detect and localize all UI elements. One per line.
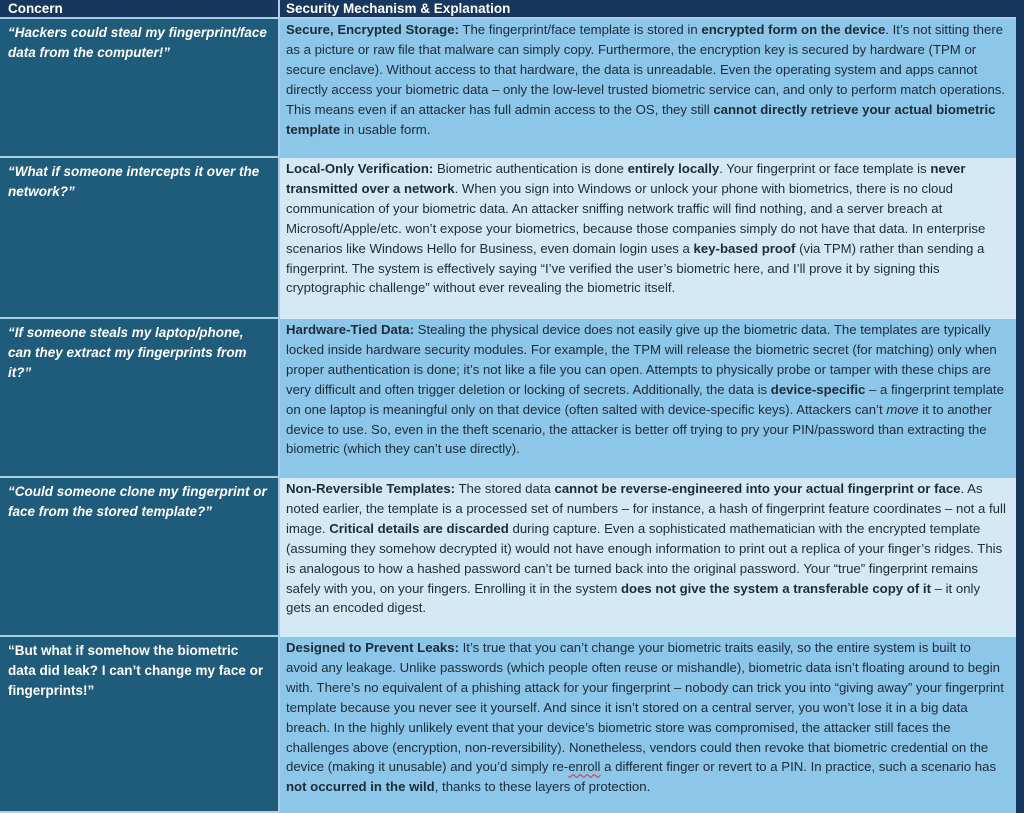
text-segment: Secure, Encrypted Storage: — [286, 22, 459, 37]
text-segment: The stored data — [455, 481, 555, 496]
concern-cell: “But what if somehow the biometric data did leak? I can’t change my face or fingerprints!” — [0, 637, 280, 813]
table-row — [0, 637, 1016, 813]
explanation-cell — [280, 319, 1016, 478]
text-segment: – a fingerprint template on one laptop is meaningful only on that device (often salted with device-specific keys). Attackers can’t — [286, 381, 1004, 417]
text-segment: cannot directly retrieve your actual biometric template — [286, 101, 996, 137]
text-segment: during capture. Even a sophisticated mathematician with the encrypted template (assuming they somehow decrypted it) would not have enough information to print out a replica of your finger’s ridges. This is analogous to how a hashed password can’t be turned back into the original password. Your “true” fingerprint remains safely with you, on your fingers. Enrolling it in the system — [286, 520, 1003, 596]
text-segment: encrypted form on the device — [701, 22, 886, 37]
concern-cell: “If someone steals my laptop/phone, can they extract my fingerprints from it?” — [0, 319, 280, 478]
text-segment: , thanks to these layers of protection. — [434, 779, 651, 795]
text-segment: . As noted earlier, the template is a processed set of numbers – for instance, a hash of fingerprint feature coordinates – not a full image. — [286, 481, 1006, 536]
text-segment: . It’s not sitting there as a picture or raw file that malware can simply copy. Furthermore, the encryption key is secured by hardware (TPM or secure enclave). Without access to that hardware, the data is unreadable. Even the operating system and apps cannot directly access your biometric data – only the low-level trusted biometric service can, and only to perform match operations. This means even if an attacker has full admin access to the OS, they still — [286, 22, 1006, 117]
text-segment: Hardware-Tied Data: — [286, 322, 415, 337]
text-segment: not occurred in the wild — [286, 779, 435, 795]
text-segment: (via TPM) rather than sending a fingerprint. The system is effectively saying “I’ve verified the user’s biometric here, and I’ll prove it by signing this cryptographic challenge” without ever revealing the biometric itself. — [286, 240, 985, 296]
text-segment: Biometric authentication is done — [433, 161, 628, 176]
table-body — [0, 19, 1016, 813]
table-row — [0, 19, 1016, 158]
header-concern — [0, 0, 280, 17]
text-segment: cannot be reverse-engineered into your actual fingerprint or face — [554, 481, 961, 496]
explanation-cell — [280, 19, 1016, 158]
explanation-cell — [280, 637, 1016, 813]
text-segment: Designed to Prevent Leaks: — [286, 640, 459, 655]
table-row — [0, 158, 1016, 319]
text-segment: a different finger or revert to a PIN. In practice, such a scenario has — [600, 759, 997, 775]
table-row — [0, 478, 1016, 637]
spellcheck-word: enroll — [568, 759, 601, 775]
text-segment: Local-Only Verification: — [286, 161, 434, 176]
text-segment: – it only gets an encoded digest. — [286, 580, 981, 616]
text-segment: . Your fingerprint or face template is — [719, 161, 931, 176]
text-segment: device-specific — [770, 381, 866, 397]
text-segment: entirely locally — [627, 161, 720, 176]
header-mechanism — [280, 0, 1016, 17]
header-concern-label: Concern — [8, 1, 63, 16]
text-segment: Stealing the physical device does not easily give up the biometric data. The templates are typically locked inside hardware security modules. For example, the TPM will release the biometric secret (for matching) only when proper authentication is done; it’s not like a file you can open. Attempts to physically probe or tamper with these chips are very difficult and often trigger deletion or locking of secrets. Additionally, the data is — [286, 322, 997, 397]
text-segment: It’s true that you can’t change your biometric traits easily, so the entire system is built to avoid any leakage. Unlike passwords (which people often reuse or mishandle), biometric data isn’t floating around to begin with. There’s no equivalent of a phishing attack for your fingerprint – nobody can trick you into “giving away” your fingerprint template because you never see it yourself. And since it isn’t stored on a central server, you won’t lose it in a big data breach. In the highly unlikely event that your device’s biometric store was compromised, the attacker still faces the challenges above (encryption, non-reversibility). Nonetheless, vendors could then revoke that biometric credential on the device (making it unusable) and you’d simply re- — [286, 640, 1004, 775]
text-segment: Critical details are discarded — [329, 520, 509, 536]
text-segment: does not give the system a transferable copy of it — [620, 580, 931, 596]
text-segment: . When you sign into Windows or unlock your phone with biometrics, there is no cloud communication of your biometric data. An attacker sniffing network traffic will find nothing, and a server breach at Microsoft/Apple/etc. won’t expose your biometrics, because those companies simply do not have that data. In enterprise scenarios like Windows Hello for Business, even domain login uses a — [286, 180, 986, 256]
concern-cell: “Hackers could steal my fingerprint/face data from the computer!” — [0, 19, 280, 158]
header-mechanism-label: Security Mechanism & Explanation — [286, 1, 511, 16]
text-segment: move — [886, 401, 919, 417]
table-header — [0, 0, 1016, 19]
table-row — [0, 319, 1016, 478]
text-segment: Non-Reversible Templates: — [286, 481, 456, 496]
explanation-cell — [280, 478, 1016, 637]
text-segment: key-based proof — [693, 240, 796, 256]
right-border — [1016, 0, 1024, 813]
concern-cell: “Could someone clone my fingerprint or face from the stored template?” — [0, 478, 280, 637]
text-segment: it to another device to use. So, even in the theft scenario, the attacker is better off trying to pry your PIN/password than extracting the biometric (which they can’t use directly). — [286, 401, 992, 457]
explanation-cell — [280, 158, 1016, 319]
text-segment: The fingerprint/face template is stored in — [458, 22, 702, 37]
text-segment: in usable form. — [340, 121, 431, 137]
text-segment: never transmitted over a network — [286, 161, 966, 196]
concern-cell: “What if someone intercepts it over the network?” — [0, 158, 280, 319]
